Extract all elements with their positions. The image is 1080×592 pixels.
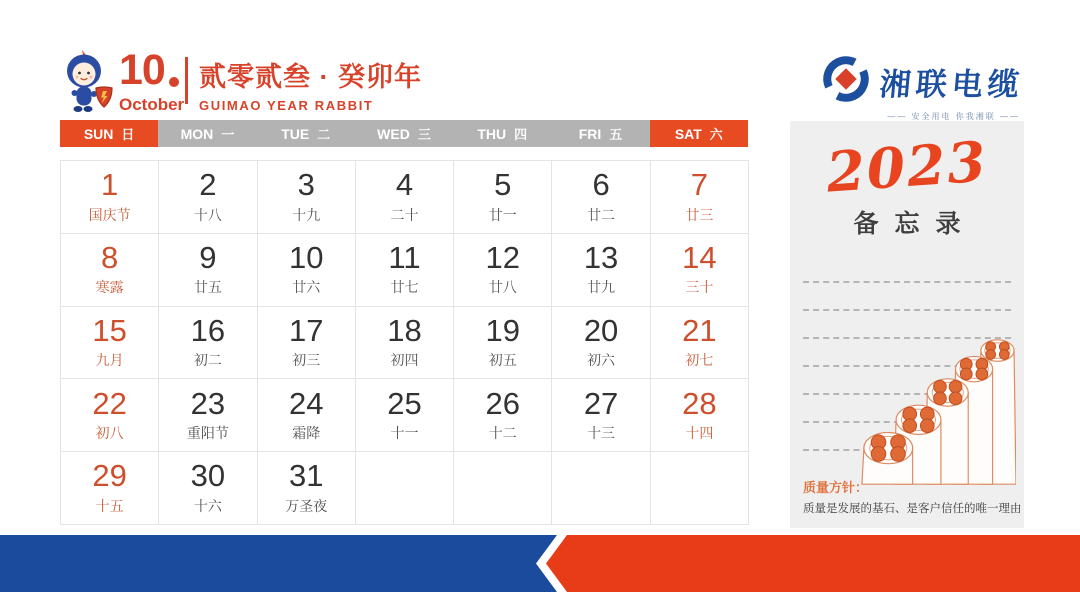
day-number: 8 (101, 239, 119, 275)
lunar-label: 初二 (193, 352, 222, 369)
day-number: 11 (388, 239, 421, 275)
calendar-cell-21 (651, 307, 749, 380)
weekday-en: SUN (83, 125, 114, 142)
weekday-header-sat (650, 120, 748, 147)
weekday-en: TUE (281, 125, 310, 142)
day-number: 25 (387, 385, 422, 421)
calendar-cell-1 (61, 161, 159, 234)
calendar-cell-3 (258, 161, 356, 234)
weekday-en: SAT (674, 125, 702, 142)
lunar-label: 二十 (390, 206, 419, 223)
lunar-label: 十四 (685, 425, 714, 442)
quality-policy-text: 质量是发展的基石、是客户信任的唯一理由 (803, 503, 1022, 515)
lunar-label: 初四 (390, 352, 419, 369)
day-number: 13 (583, 239, 619, 275)
weekday-cn: 五 (609, 127, 623, 142)
weekday-header-mon (158, 120, 256, 147)
day-number: 10 (288, 239, 324, 275)
lunar-label: 霜降 (292, 425, 321, 442)
lunar-label: 重阳节 (186, 425, 229, 442)
weekday-header-bar (60, 120, 748, 147)
day-number: 19 (485, 312, 521, 348)
logo-emblem-icon (821, 54, 871, 109)
lunar-label: 廿三 (685, 206, 714, 223)
weekday-cn: 三 (417, 127, 431, 142)
calendar-cell-31 (258, 452, 356, 525)
weekday-en: WED (377, 125, 410, 142)
weekday-header-thu (453, 120, 551, 147)
calendar-grid (60, 160, 749, 525)
weekday-header-wed (355, 120, 453, 147)
lunar-label: 十六 (193, 497, 222, 514)
calendar-cell-5 (454, 161, 552, 234)
lunar-label: 寒露 (95, 279, 124, 296)
lunar-label: 初八 (95, 425, 124, 442)
header-divider (185, 57, 188, 104)
calendar-cell-6 (552, 161, 650, 234)
calendar-cell-22 (61, 379, 159, 452)
calendar-cell-empty (454, 452, 552, 525)
lunar-label: 万圣夜 (285, 497, 328, 514)
calendar-cell-29 (61, 452, 159, 525)
weekday-en: THU (477, 125, 507, 142)
weekday-cn: 六 (709, 127, 723, 142)
day-number: 15 (92, 312, 127, 348)
calendar-cell-20 (552, 307, 650, 380)
company-logo (821, 54, 1024, 122)
lunar-label: 十八 (193, 206, 222, 223)
calendar-cell-16 (159, 307, 257, 380)
lunar-label: 初五 (488, 352, 517, 369)
year-english: GUIMAO YEAR RABBIT (199, 98, 374, 113)
month-number: 10 (119, 46, 165, 94)
lunar-label: 初三 (292, 352, 321, 369)
calendar-cell-28 (651, 379, 749, 452)
day-number: 20 (583, 312, 619, 348)
day-number: 22 (92, 385, 127, 421)
day-number: 17 (288, 312, 324, 348)
cable-steps-illustration-icon (860, 336, 1016, 488)
calendar-cell-24 (258, 379, 356, 452)
calendar-cell-23 (159, 379, 257, 452)
lunar-label: 十三 (587, 425, 616, 442)
lunar-label: 廿八 (488, 279, 517, 296)
year-block (199, 55, 422, 113)
weekday-cn: 日 (121, 127, 135, 142)
day-number: 26 (485, 385, 521, 421)
company-name: 湘联电缆 (878, 67, 1026, 102)
day-number: 9 (199, 239, 217, 275)
day-number: 1 (101, 167, 119, 203)
lunar-label: 九月 (95, 352, 124, 369)
year-brush-art: 2023 (824, 128, 990, 205)
day-number: 24 (288, 385, 324, 421)
day-number: 3 (297, 167, 315, 203)
day-number: 29 (92, 458, 127, 494)
quality-policy-label: 质量方针： (803, 480, 869, 495)
calendar-cell-empty (552, 452, 650, 525)
weekday-en: FRI (578, 125, 602, 142)
day-number: 27 (583, 385, 619, 421)
day-number: 16 (190, 312, 226, 348)
lunar-label: 廿九 (587, 279, 616, 296)
footer-band (0, 535, 1080, 592)
calendar-cell-2 (159, 161, 257, 234)
day-number: 18 (387, 312, 422, 348)
lunar-label: 三十 (685, 279, 714, 296)
lunar-label: 十九 (292, 206, 321, 223)
weekday-cn: 二 (317, 127, 331, 142)
day-number: 5 (494, 167, 512, 203)
company-tagline: —— 安全用电 你我湘联 —— (887, 112, 1020, 121)
memo-title: 备忘录 (853, 210, 977, 238)
lunar-label: 十五 (95, 497, 124, 514)
weekday-header-tue (257, 120, 355, 147)
calendar-cell-18 (356, 307, 454, 380)
weekday-cn: 四 (514, 127, 528, 142)
lunar-label: 十二 (488, 425, 517, 442)
lunar-label: 廿一 (488, 206, 517, 223)
day-number: 14 (682, 239, 717, 275)
day-number: 6 (592, 167, 610, 203)
weekday-en: MON (180, 125, 214, 142)
calendar-cell-10 (258, 234, 356, 307)
calendar-cell-9 (159, 234, 257, 307)
calendar-cell-empty (356, 452, 454, 525)
calendar-cell-14 (651, 234, 749, 307)
month-dot-icon (169, 77, 179, 87)
day-number: 23 (190, 385, 226, 421)
calendar-cell-11 (356, 234, 454, 307)
calendar-cell-7 (651, 161, 749, 234)
calendar-cell-4 (356, 161, 454, 234)
calendar-cell-empty (651, 452, 749, 525)
day-number: 2 (199, 167, 217, 203)
weekday-header-fri (551, 120, 649, 147)
calendar-cell-17 (258, 307, 356, 380)
day-number: 30 (190, 458, 226, 494)
calendar-cell-26 (454, 379, 552, 452)
day-number: 28 (682, 385, 717, 421)
lunar-label: 廿二 (587, 206, 616, 223)
weekday-header-sun (60, 120, 158, 147)
day-number: 4 (395, 167, 414, 203)
day-number: 12 (485, 239, 521, 275)
mascot-character-icon (56, 49, 118, 117)
day-number: 31 (288, 458, 324, 494)
month-name: October (119, 95, 185, 114)
lunar-label: 初六 (587, 352, 616, 369)
calendar-cell-30 (159, 452, 257, 525)
calendar-cell-25 (356, 379, 454, 452)
lunar-label: 廿七 (390, 279, 419, 296)
day-number: 7 (690, 167, 708, 203)
calendar-cell-8 (61, 234, 159, 307)
month-block (119, 46, 185, 115)
calendar-cell-13 (552, 234, 650, 307)
calendar-cell-15 (61, 307, 159, 380)
lunar-label: 廿六 (292, 279, 321, 296)
weekday-cn: 一 (221, 127, 235, 142)
lunar-label: 国庆节 (88, 206, 131, 223)
calendar-cell-12 (454, 234, 552, 307)
lunar-label: 廿五 (193, 279, 222, 296)
lunar-label: 十一 (390, 425, 419, 442)
quality-policy (803, 477, 1022, 516)
lunar-label: 初七 (685, 352, 714, 369)
calendar-cell-27 (552, 379, 650, 452)
day-number: 21 (682, 312, 717, 348)
memo-line (803, 309, 1011, 311)
memo-panel (790, 121, 1024, 528)
memo-line (803, 281, 1011, 283)
calendar-cell-19 (454, 307, 552, 380)
year-chinese: 贰零贰叁 · 癸卯年 (199, 62, 422, 92)
